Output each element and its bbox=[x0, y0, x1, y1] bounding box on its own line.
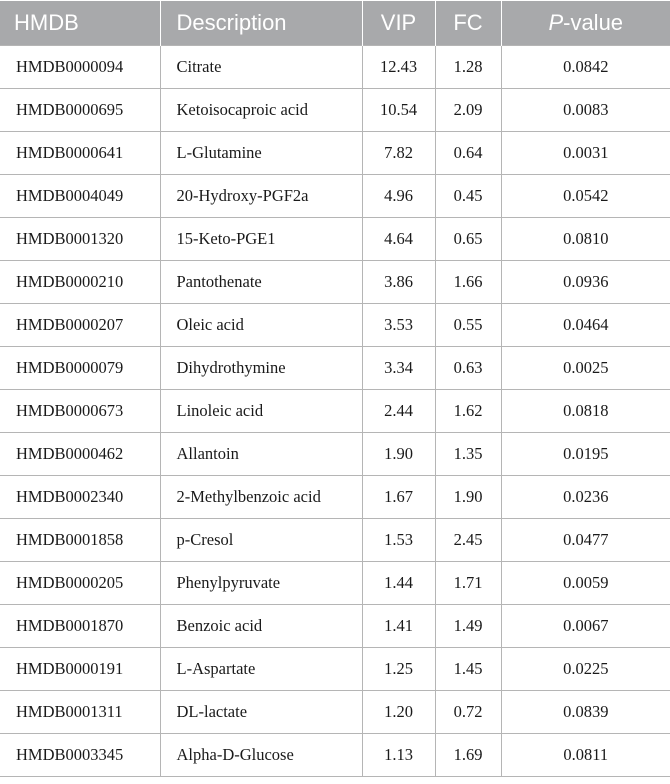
cell-vip: 1.20 bbox=[362, 691, 435, 734]
cell-description: Alpha-D-Glucose bbox=[160, 734, 362, 777]
cell-fc: 0.72 bbox=[435, 691, 501, 734]
cell-description: Oleic acid bbox=[160, 304, 362, 347]
table-row bbox=[0, 734, 670, 777]
cell-hmdb: HMDB0000094 bbox=[0, 46, 160, 89]
cell-description: 15-Keto-PGE1 bbox=[160, 218, 362, 261]
cell-p-value: 0.0542 bbox=[501, 175, 670, 218]
cell-vip: 2.44 bbox=[362, 390, 435, 433]
header-fc: FC bbox=[435, 1, 501, 46]
cell-p-value: 0.0839 bbox=[501, 691, 670, 734]
cell-vip: 1.41 bbox=[362, 605, 435, 648]
table-row bbox=[0, 519, 670, 562]
cell-vip: 1.25 bbox=[362, 648, 435, 691]
table-row bbox=[0, 175, 670, 218]
cell-description: Dihydrothymine bbox=[160, 347, 362, 390]
cell-hmdb: HMDB0000695 bbox=[0, 89, 160, 132]
cell-p-value: 0.0067 bbox=[501, 605, 670, 648]
table-row bbox=[0, 46, 670, 89]
cell-hmdb: HMDB0000207 bbox=[0, 304, 160, 347]
cell-vip: 1.67 bbox=[362, 476, 435, 519]
cell-hmdb: HMDB0001320 bbox=[0, 218, 160, 261]
cell-fc: 0.63 bbox=[435, 347, 501, 390]
header-p-rest: -value bbox=[563, 10, 624, 35]
cell-vip: 3.86 bbox=[362, 261, 435, 304]
cell-hmdb: HMDB0003345 bbox=[0, 734, 160, 777]
cell-p-value: 0.0025 bbox=[501, 347, 670, 390]
table-row bbox=[0, 89, 670, 132]
cell-description: 2-Methylbenzoic acid bbox=[160, 476, 362, 519]
table-row bbox=[0, 390, 670, 433]
cell-description: Allantoin bbox=[160, 433, 362, 476]
cell-p-value: 0.0059 bbox=[501, 562, 670, 605]
cell-vip: 7.82 bbox=[362, 132, 435, 175]
header-p-italic: P bbox=[548, 10, 564, 35]
cell-hmdb: HMDB0001870 bbox=[0, 605, 160, 648]
table-row bbox=[0, 347, 670, 390]
cell-p-value: 0.0818 bbox=[501, 390, 670, 433]
cell-vip: 1.13 bbox=[362, 734, 435, 777]
cell-vip: 4.96 bbox=[362, 175, 435, 218]
cell-vip: 1.53 bbox=[362, 519, 435, 562]
cell-vip: 10.54 bbox=[362, 89, 435, 132]
cell-fc: 1.45 bbox=[435, 648, 501, 691]
cell-description: L-Glutamine bbox=[160, 132, 362, 175]
table-row bbox=[0, 261, 670, 304]
cell-p-value: 0.0811 bbox=[501, 734, 670, 777]
cell-p-value: 0.0936 bbox=[501, 261, 670, 304]
cell-vip: 1.44 bbox=[362, 562, 435, 605]
cell-description: Benzoic acid bbox=[160, 605, 362, 648]
table-row bbox=[0, 433, 670, 476]
cell-hmdb: HMDB0000205 bbox=[0, 562, 160, 605]
cell-vip: 3.34 bbox=[362, 347, 435, 390]
cell-description: p-Cresol bbox=[160, 519, 362, 562]
cell-hmdb: HMDB0000462 bbox=[0, 433, 160, 476]
cell-p-value: 0.0225 bbox=[501, 648, 670, 691]
cell-vip: 12.43 bbox=[362, 46, 435, 89]
cell-p-value: 0.0195 bbox=[501, 433, 670, 476]
cell-description: Pantothenate bbox=[160, 261, 362, 304]
cell-description: Citrate bbox=[160, 46, 362, 89]
cell-fc: 1.90 bbox=[435, 476, 501, 519]
table-row bbox=[0, 218, 670, 261]
cell-description: DL-lactate bbox=[160, 691, 362, 734]
cell-p-value: 0.0477 bbox=[501, 519, 670, 562]
cell-fc: 1.28 bbox=[435, 46, 501, 89]
cell-p-value: 0.0083 bbox=[501, 89, 670, 132]
cell-hmdb: HMDB0000673 bbox=[0, 390, 160, 433]
cell-p-value: 0.0236 bbox=[501, 476, 670, 519]
cell-fc: 1.35 bbox=[435, 433, 501, 476]
table-row bbox=[0, 476, 670, 519]
cell-hmdb: HMDB0000641 bbox=[0, 132, 160, 175]
cell-p-value: 0.0842 bbox=[501, 46, 670, 89]
table-row bbox=[0, 691, 670, 734]
cell-description: L-Aspartate bbox=[160, 648, 362, 691]
table-row bbox=[0, 304, 670, 347]
cell-hmdb: HMDB0001858 bbox=[0, 519, 160, 562]
cell-fc: 0.65 bbox=[435, 218, 501, 261]
cell-hmdb: HMDB0001311 bbox=[0, 691, 160, 734]
cell-fc: 1.62 bbox=[435, 390, 501, 433]
cell-fc: 2.09 bbox=[435, 89, 501, 132]
cell-fc: 2.45 bbox=[435, 519, 501, 562]
table-row bbox=[0, 132, 670, 175]
header-description: Description bbox=[160, 1, 362, 46]
table-body bbox=[0, 46, 670, 777]
cell-hmdb: HMDB0000079 bbox=[0, 347, 160, 390]
cell-hmdb: HMDB0000191 bbox=[0, 648, 160, 691]
metabolite-table bbox=[0, 1, 670, 777]
cell-hmdb: HMDB0004049 bbox=[0, 175, 160, 218]
header-row bbox=[0, 1, 670, 46]
cell-description: Linoleic acid bbox=[160, 390, 362, 433]
cell-fc: 0.64 bbox=[435, 132, 501, 175]
cell-hmdb: HMDB0000210 bbox=[0, 261, 160, 304]
table-row bbox=[0, 605, 670, 648]
cell-description: 20-Hydroxy-PGF2a bbox=[160, 175, 362, 218]
cell-fc: 1.71 bbox=[435, 562, 501, 605]
cell-vip: 1.90 bbox=[362, 433, 435, 476]
cell-fc: 0.55 bbox=[435, 304, 501, 347]
cell-description: Ketoisocaproic acid bbox=[160, 89, 362, 132]
cell-fc: 1.66 bbox=[435, 261, 501, 304]
header-vip: VIP bbox=[362, 1, 435, 46]
cell-vip: 3.53 bbox=[362, 304, 435, 347]
header-hmdb: HMDB bbox=[0, 1, 160, 46]
cell-vip: 4.64 bbox=[362, 218, 435, 261]
cell-fc: 1.49 bbox=[435, 605, 501, 648]
cell-hmdb: HMDB0002340 bbox=[0, 476, 160, 519]
header-p-value bbox=[501, 1, 670, 46]
cell-p-value: 0.0031 bbox=[501, 132, 670, 175]
cell-p-value: 0.0810 bbox=[501, 218, 670, 261]
cell-fc: 1.69 bbox=[435, 734, 501, 777]
cell-fc: 0.45 bbox=[435, 175, 501, 218]
cell-description: Phenylpyruvate bbox=[160, 562, 362, 605]
cell-p-value: 0.0464 bbox=[501, 304, 670, 347]
table-row bbox=[0, 562, 670, 605]
table-row bbox=[0, 648, 670, 691]
